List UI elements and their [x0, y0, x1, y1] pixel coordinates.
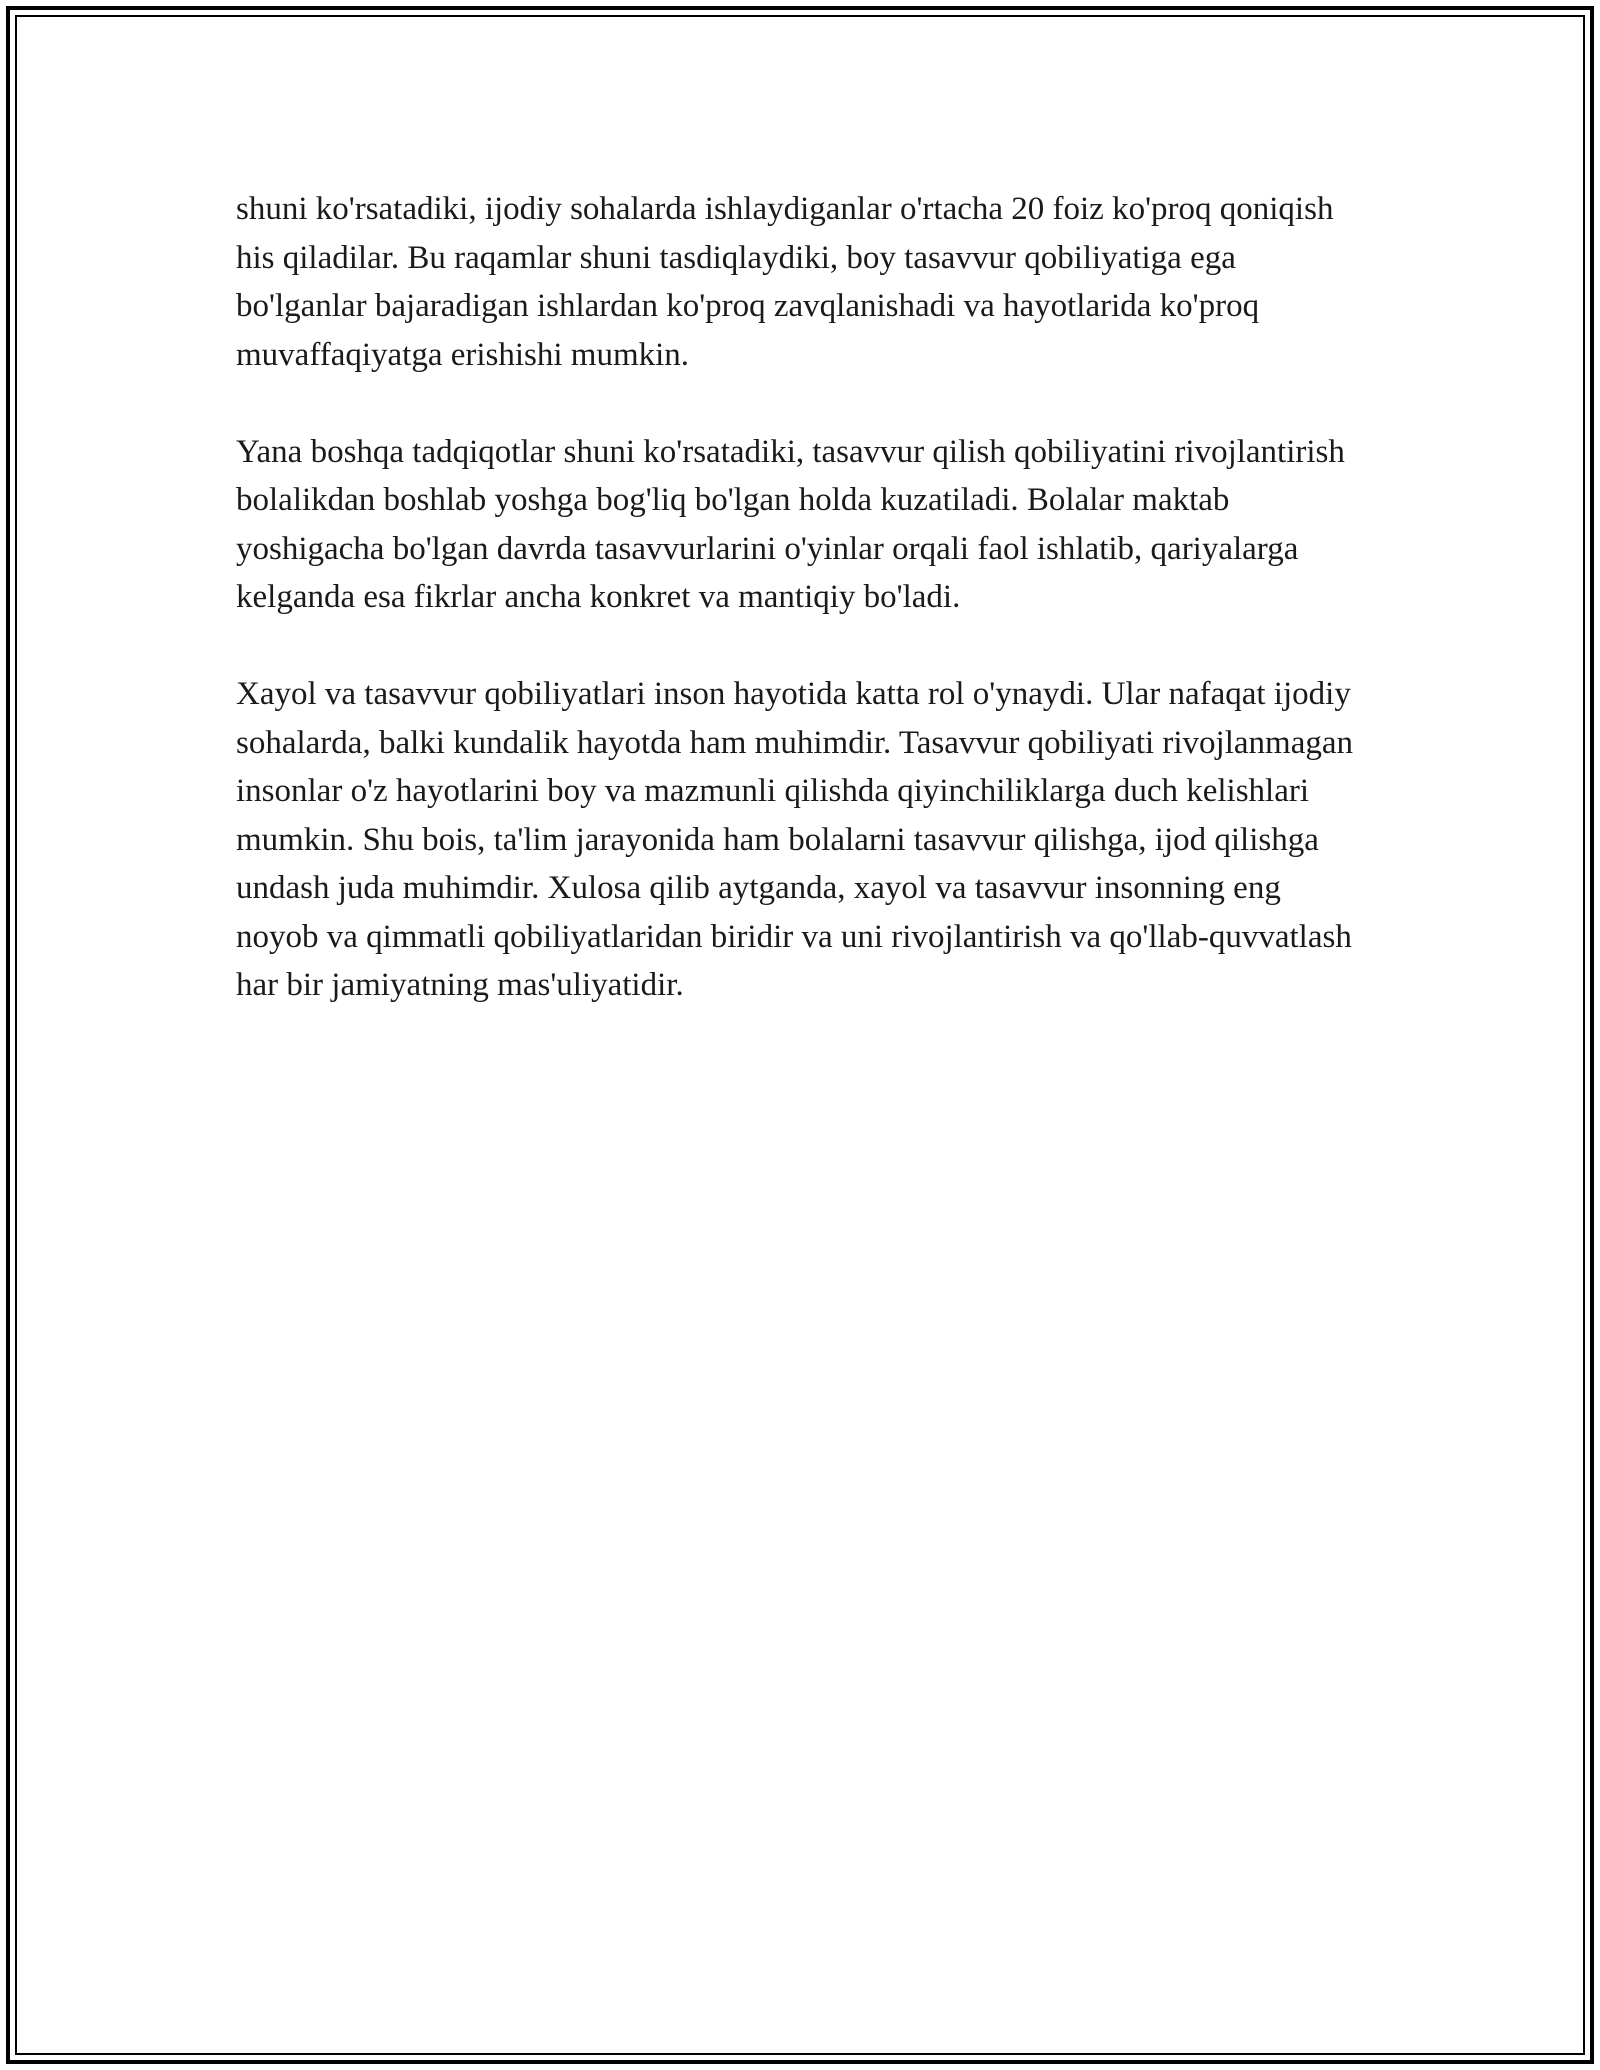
document-body [236, 185, 1366, 1058]
paragraph-2: Yana boshqa tadqiqotlar shuni ko'rsatadiki, tasavvur qilish qobiliyatini rivojlantirish bolalikdan boshlab yoshga bog'liq bo'lgan holda kuzatiladi. Bolalar maktab yoshigacha bo'lgan davrda tasavvurlarini o'yinlar orqali faol ishlatib, qariyalarga kelganda esa fikrlar ancha konkret va mantiqiy bo'ladi. [236, 433, 1345, 615]
paragraph-1: shuni ko'rsatadiki, ijodiy sohalarda ishlaydiganlar o'rtacha 20 foiz ko'proq qoniqish his qiladilar. Bu raqamlar shuni tasdiqlaydiki, boy tasavvur qobiliyatiga ega bo'lganlar bajaradigan ishlardan ko'proq zavqlanishadi va hayotlarida ko'proq muvaffaqiyatga erishishi mumkin. [236, 191, 1334, 373]
paragraph-3: Xayol va tasavvur qobiliyatlari inson hayotida katta rol o'ynaydi. Ular nafaqat ijodiy sohalarda, balki kundalik hayotda ham muhimdir. Tasavvur qobiliyati rivojlanmagan insonlar o'z hayotlarini boy va mazmunli qilishda qiyinchiliklarga duch kelishlari mumkin. Shu bois, ta'lim jarayonida ham bolalarni tasavvur qilishga, ijod qilishga undash juda muhimdir. Xulosa qilib aytganda, xayol va tasavvur insonning eng noyob va qimmatli qobiliyatlaridan biridir va uni rivojlantirish va qo'llab-quvvatlash har bir jamiyatning mas'uliyatidir. [236, 676, 1354, 1003]
